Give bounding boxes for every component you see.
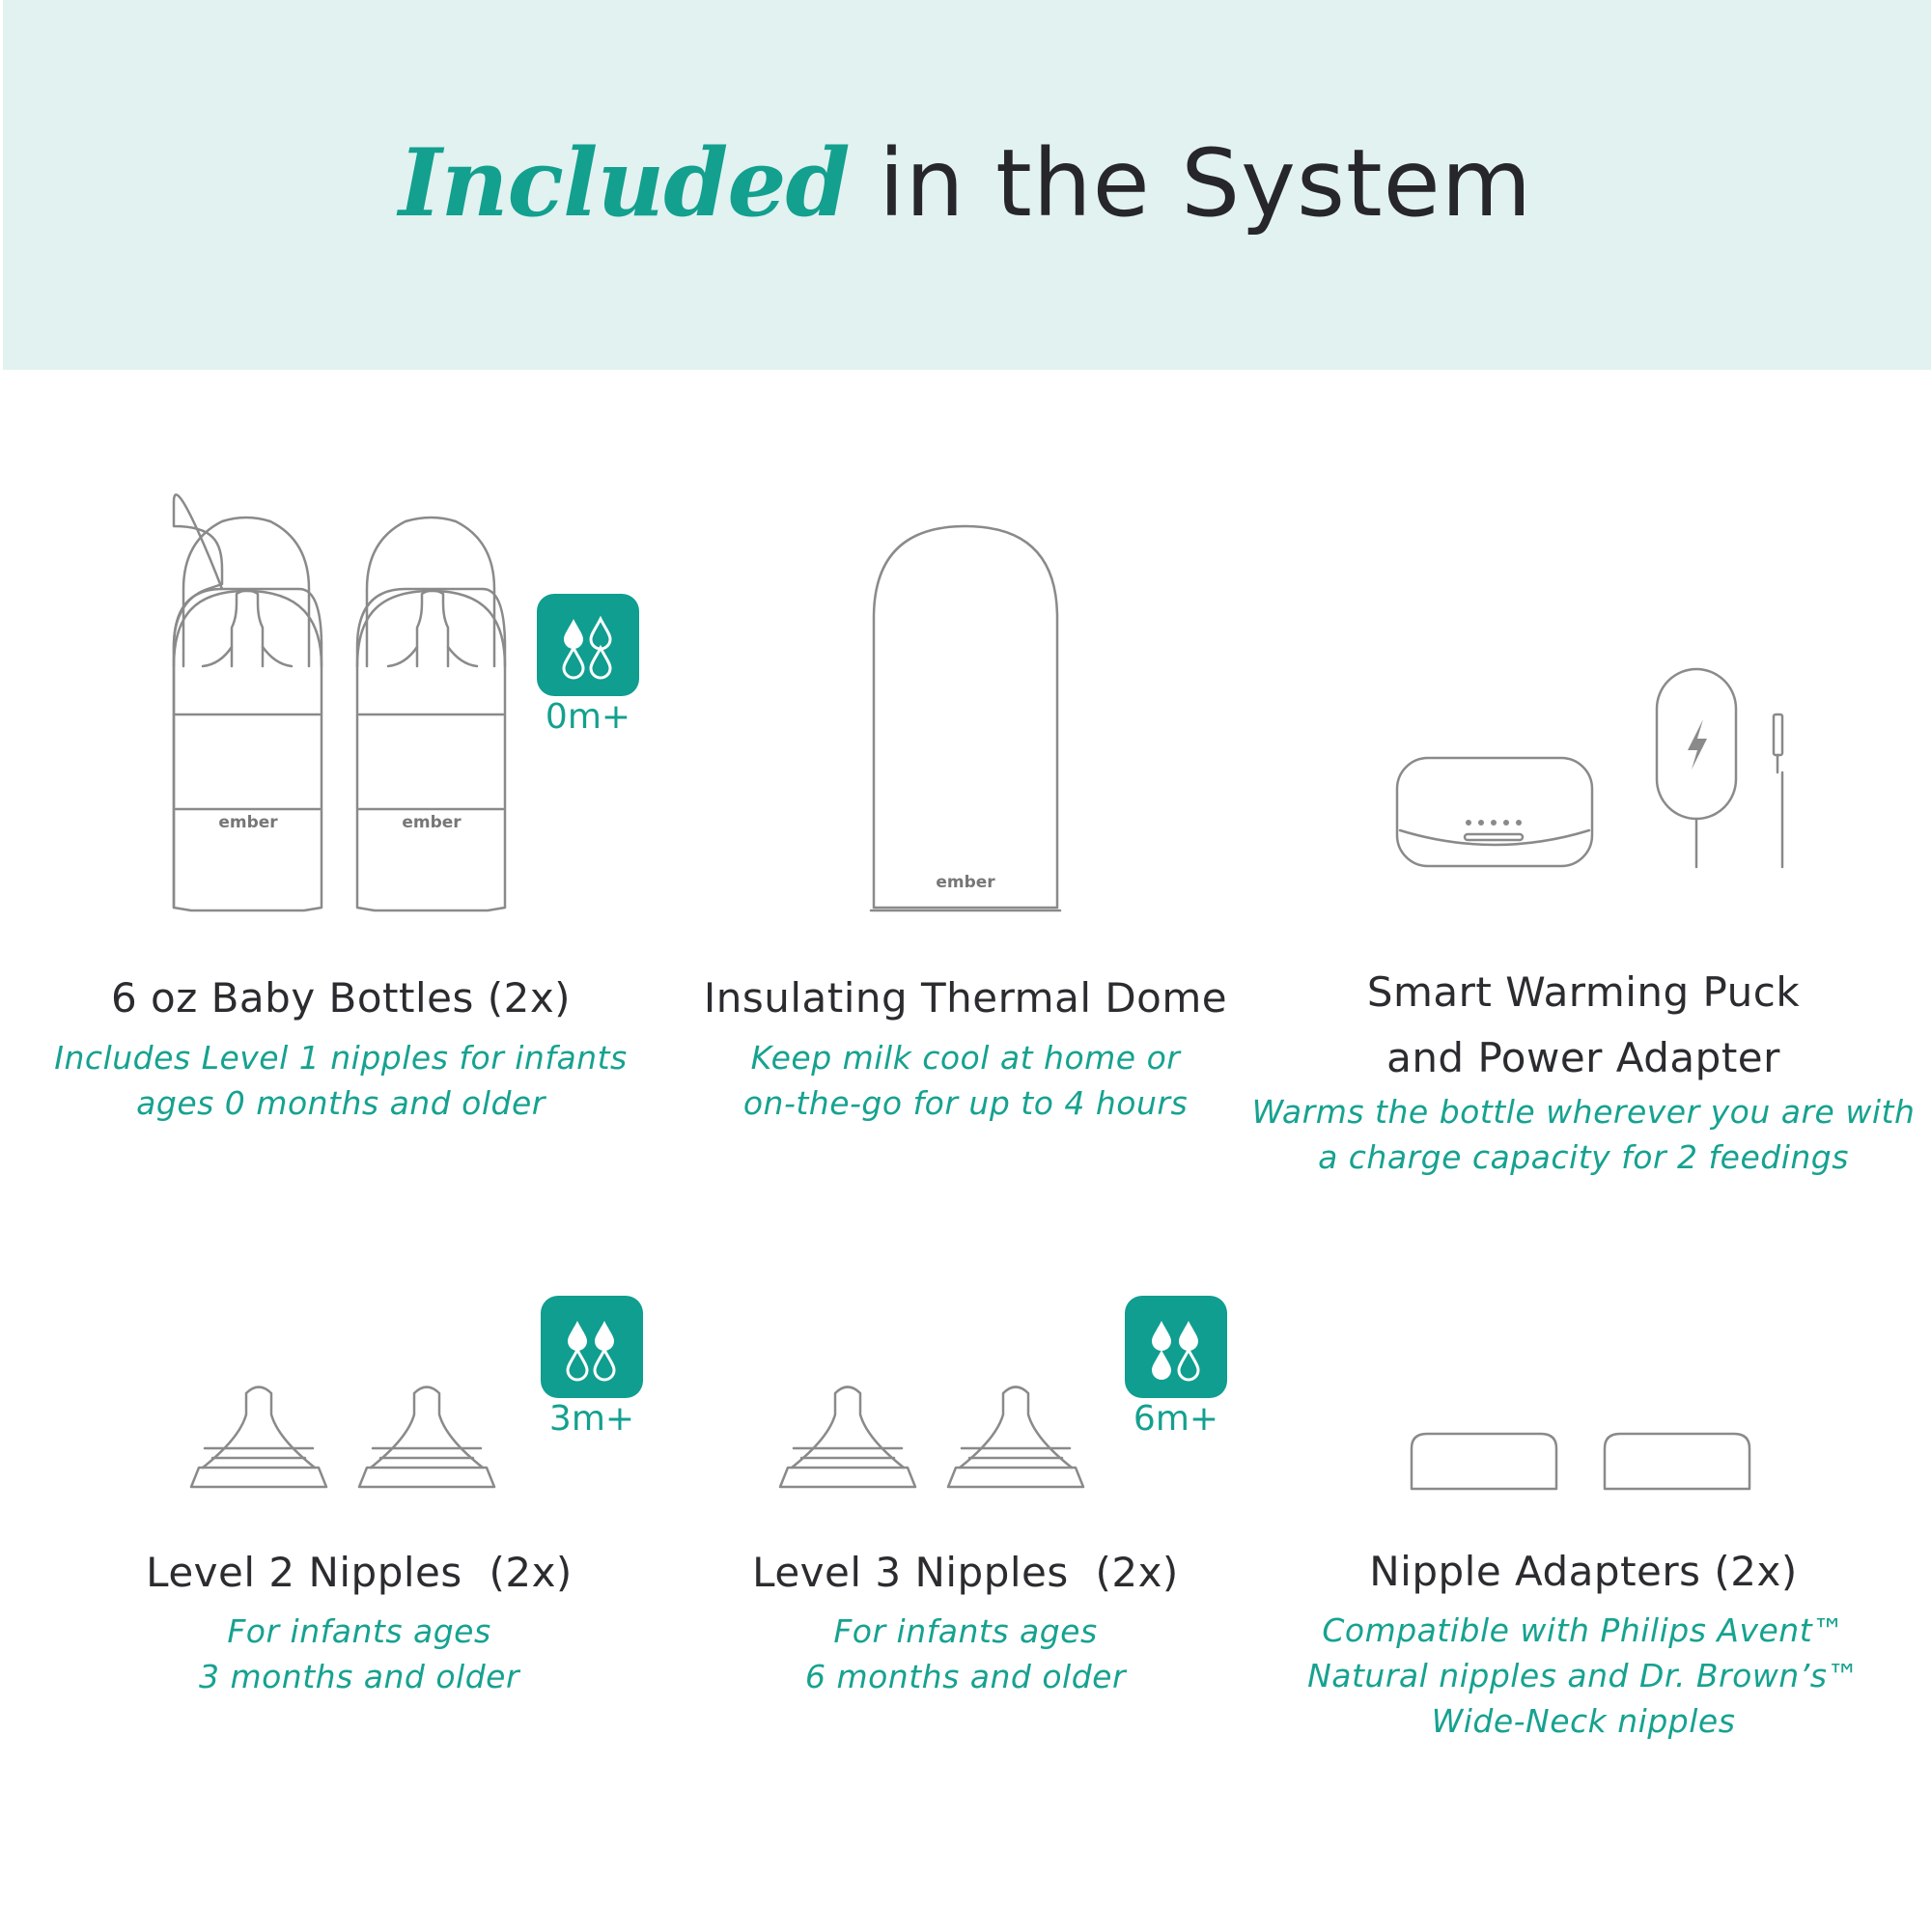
item-description-level-2-nipples: For infants ages 3 months and older bbox=[198, 1612, 520, 1695]
item-label-level-2-nipples: Level 2 Nipples (2x) bbox=[146, 1549, 573, 1596]
item-description-warming-puck: Warms the bottle wherever you are with a charge capacity for 2 feedings bbox=[1251, 1093, 1916, 1176]
title-accent: Included bbox=[398, 128, 850, 238]
droplets-badge-icon bbox=[537, 594, 639, 696]
lightning-bolt-icon bbox=[1688, 719, 1707, 770]
nipple-illustration bbox=[191, 1387, 494, 1488]
age-badge bbox=[537, 594, 639, 696]
baby-bottle-illustration bbox=[357, 518, 505, 910]
nipple-illustration bbox=[780, 1387, 1083, 1488]
item-description-baby-bottles: Includes Level 1 nipples for infants ages 0 months and older bbox=[54, 1039, 628, 1122]
puck-indicator-dots bbox=[1466, 820, 1522, 826]
age-label: 0m+ bbox=[545, 697, 631, 737]
warming-puck-illustration bbox=[1397, 758, 1592, 866]
droplets-badge-icon bbox=[541, 1296, 643, 1398]
item-label-warming-puck: Smart Warming Puck and Power Adapter bbox=[1366, 968, 1801, 1081]
item-label-level-3-nipples: Level 3 Nipples (2x) bbox=[752, 1549, 1179, 1596]
thermal-dome-illustration bbox=[871, 526, 1060, 910]
age-label: 3m+ bbox=[548, 1399, 635, 1439]
age-badge bbox=[541, 1296, 643, 1398]
item-description-nipple-adapters: Compatible with Philips Avent™ Natural nipples and Dr. Brown’s™ Wide-Neck nipples bbox=[1307, 1611, 1860, 1740]
item-description-thermal-dome: Keep milk cool at home or on-the-go for up to 4 hours bbox=[742, 1039, 1189, 1122]
age-badge bbox=[1125, 1296, 1227, 1398]
item-label-baby-bottles: 6 oz Baby Bottles (2x) bbox=[110, 974, 572, 1022]
brand-logo: ember bbox=[402, 813, 462, 832]
droplets-badge-icon bbox=[1125, 1296, 1227, 1398]
power-adapter-illustration bbox=[1657, 669, 1782, 867]
nipple-adapter-illustration bbox=[1412, 1434, 1749, 1489]
item-label-nipple-adapters: Nipple Adapters (2x) bbox=[1369, 1548, 1798, 1595]
brand-logo: ember bbox=[936, 873, 995, 892]
baby-bottle-illustration bbox=[174, 494, 322, 910]
age-label: 6m+ bbox=[1133, 1399, 1219, 1439]
item-description-level-3-nipples: For infants ages 6 months and older bbox=[804, 1612, 1127, 1695]
title-rest: in the System bbox=[879, 129, 1533, 238]
item-label-thermal-dome: Insulating Thermal Dome bbox=[703, 974, 1228, 1022]
brand-logo: ember bbox=[218, 813, 278, 832]
